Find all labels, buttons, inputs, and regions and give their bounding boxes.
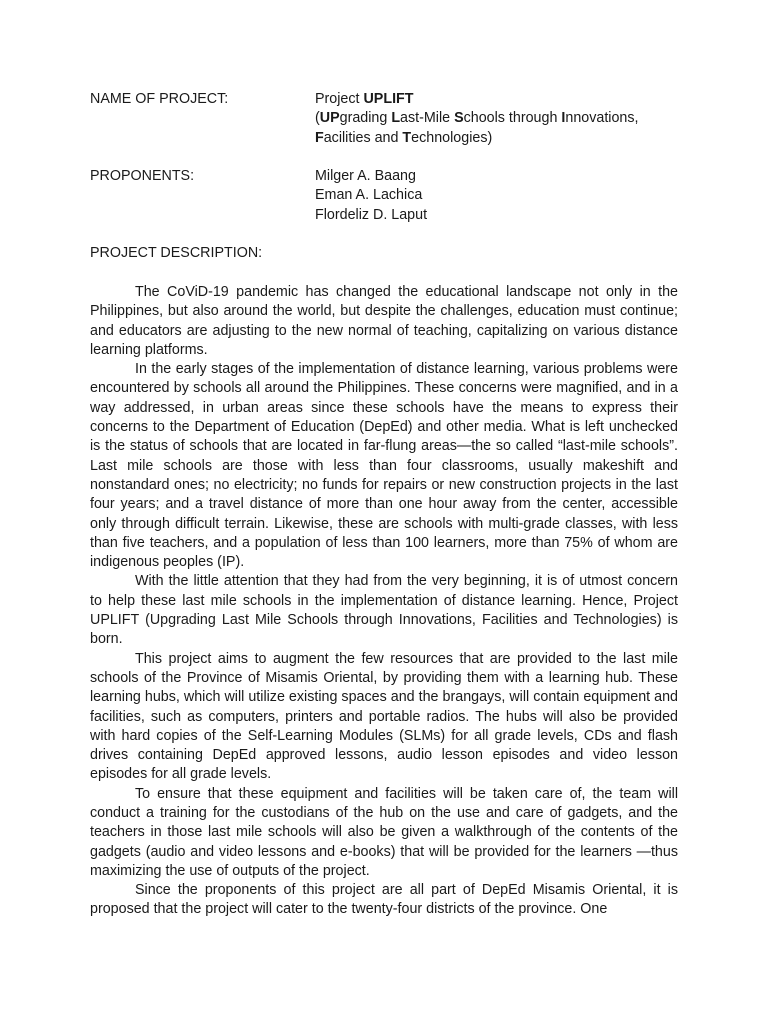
acronym-text: acilities and — [323, 129, 403, 146]
project-acronym-line-1 — [315, 109, 678, 128]
acronym-text: echnologies) — [411, 129, 493, 146]
acronym-text: grading — [339, 110, 392, 127]
project-acronym-line-2 — [315, 129, 678, 148]
project-title-line — [315, 90, 678, 109]
project-name-field — [90, 90, 678, 148]
proponents-label: PROPONENTS: — [90, 168, 195, 185]
acronym-letter: S — [454, 110, 464, 127]
description-paragraph: The CoViD-19 pandemic has changed the educational landscape not only in the Philippines, but also around the world, but despite the challenges, education must continue; and educators are adjusting to the new normal of teaching, capitalizing on various distance learning platforms. — [90, 283, 678, 358]
description-paragraph: This project aims to augment the few resources that are provided to the last mile schools of the Province of Misamis Oriental, by providing them with a learning hub. These learning hubs, which will utilize existing spaces and the brangays, will contain equipment and facilities, such as computers, printers and portable radios. The hubs will also be provided with hard copies of the Self-Learning Modules (SLMs) for all grade levels, CDs and flash drives containing DepEd approved lessons, audio lesson episodes and video lesson episodes for all grade levels. — [90, 650, 678, 783]
description-paragraph: To ensure that these equipment and facilities will be taken care of, the team will conduct a training for the custodians of the hub on the use and care of gadgets, and the teachers in those last mile schools will also be given a walkthrough of the contents of the gadgets (audio and video lessons and e-books) that will be provided for the learners —thus maximizing the use of outputs of the project. — [90, 785, 678, 879]
project-name-value — [315, 90, 678, 148]
proponents-field — [90, 167, 678, 225]
proponent-name: Milger A. Baang — [315, 168, 416, 185]
acronym-text: ast-Mile — [400, 110, 455, 127]
proponent-name: Flordeliz D. Laput — [315, 206, 428, 223]
acronym-text: chools through — [463, 110, 562, 127]
project-name-label: NAME OF PROJECT: — [90, 91, 229, 107]
project-name: UPLIFT — [363, 91, 414, 107]
acronym-text: ( — [315, 110, 320, 127]
acronym-letter: F — [315, 129, 324, 146]
description-paragraph: With the little attention that they had from the very beginning, it is of utmost concern to help these last mile schools in the implementation of distance learning. Hence, Project UPLIFT (Upgrading Last Mile Schools through Innovations, Facilities and Technologies) is born. — [90, 573, 678, 648]
document-page — [90, 90, 678, 920]
acronym-text: nnovations, — [565, 110, 639, 127]
acronym-letter: I — [561, 110, 566, 127]
project-description-heading: PROJECT DESCRIPTION: — [90, 245, 263, 262]
description-paragraph: In the early stages of the implementation of distance learning, various problems were encountered by schools all around the Philippines. These concerns were magnified, and in a way addressed, in urban areas since these schools have the means to express their concerns to the Department of Education (DepEd) and other media. What is left unchecked is the status of schools that are located in far-flung areas—the so called “last-mile schools”. Last mile schools are those with less than four classrooms, usually makeshift and nonstandard ones; no electricity; no funds for repairs or new construction projects in the last four years; and a travel distance of more than one hour away from the center, accessible only through difficult terrain. Likewise, these are schools with multi-grade classes, with less than five teachers, and a population of less than 100 learners, more than 75% of whom are indigenous peoples (IP). — [90, 361, 678, 571]
proponents-list — [315, 167, 678, 225]
proponent-name: Eman A. Lachica — [315, 187, 423, 204]
acronym-letter: T — [402, 129, 412, 146]
acronym-letter: L — [391, 110, 401, 127]
project-description-body — [90, 283, 678, 920]
description-paragraph: Since the proponents of this project are all part of DepEd Misamis Oriental, it is proposed that the project will cater to the twenty-four districts of the province. One — [90, 882, 678, 918]
project-prefix: Project — [315, 91, 364, 107]
acronym-letter: UP — [319, 110, 340, 127]
